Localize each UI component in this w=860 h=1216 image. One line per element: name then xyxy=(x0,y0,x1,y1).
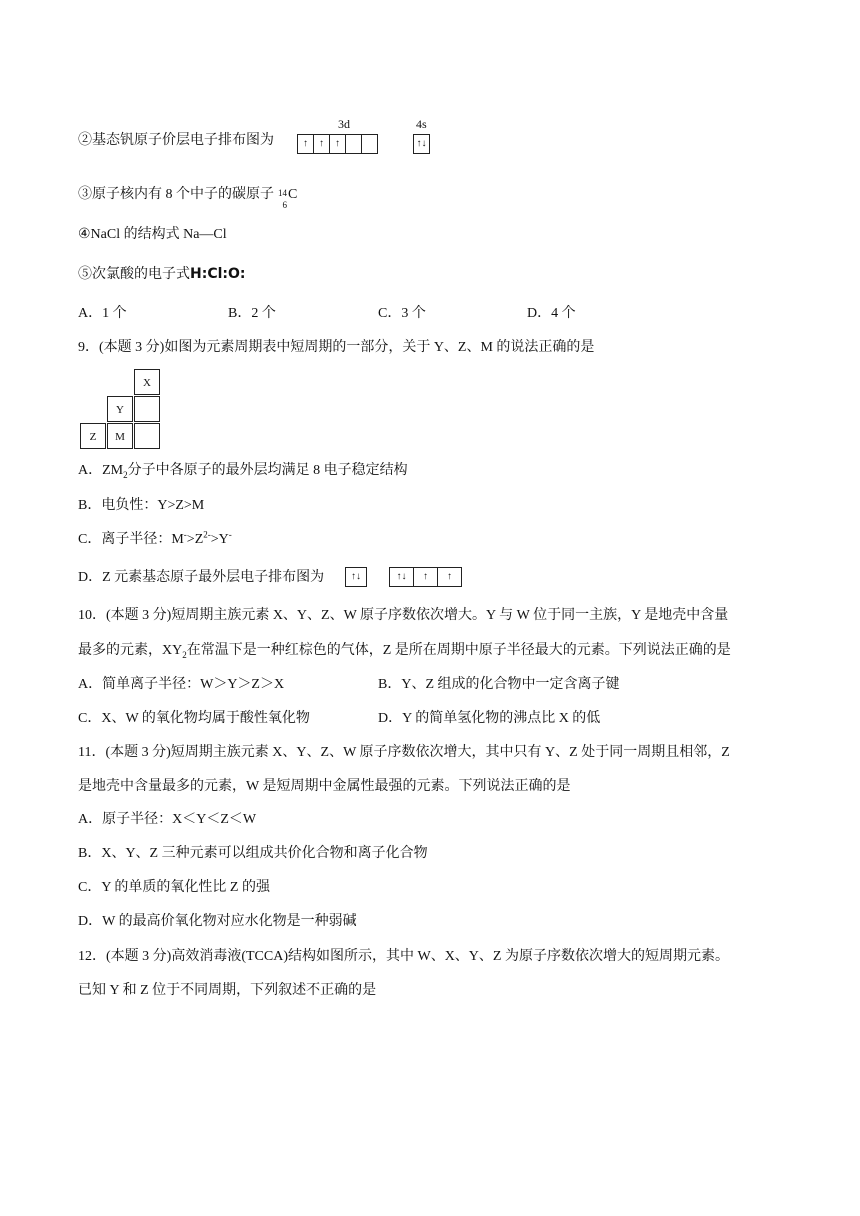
orbital-box: ↑ xyxy=(298,135,314,153)
stem-text: 在常温下是一种红棕色的气体，Z 是所在周期中原子半径最大的元素。下列说法正确的是 xyxy=(186,643,731,658)
orbital-box: ↑ xyxy=(330,135,346,153)
item-3-text: ③原子核内有 8 个中子的碳原子 xyxy=(78,187,274,202)
orbital-box: ↑ xyxy=(314,135,330,153)
item-2-text: ②基态钒原子价层电子排布图为 xyxy=(78,133,274,148)
atomic-number: 6 xyxy=(282,200,287,210)
option-text: 1 个 xyxy=(102,306,127,321)
q8-option-c xyxy=(378,304,426,324)
q10-line-2 xyxy=(78,641,731,661)
option-key: C． xyxy=(378,306,402,321)
item-2 xyxy=(78,131,274,151)
orbital-box: ↑ xyxy=(447,571,452,582)
subscript: 2 xyxy=(182,649,187,660)
option-key: A． xyxy=(78,306,103,321)
cell-m: M xyxy=(107,423,133,449)
option-text: >Y xyxy=(210,532,229,547)
superscript: 2- xyxy=(203,529,211,540)
option-key: D． xyxy=(527,306,552,321)
cell-empty xyxy=(134,423,160,449)
mass-number: 14 xyxy=(278,188,287,198)
isotope-symbol: C xyxy=(288,187,298,202)
orbital-box: ↑↓ xyxy=(351,571,361,582)
cell-z: Z xyxy=(80,423,106,449)
item-5-text: ⑤次氯酸的电子式 xyxy=(78,267,190,282)
option-text: A．ZM xyxy=(78,463,124,478)
option-text: >Z xyxy=(186,532,204,547)
q10-option-d: D．Y 的简单氢化物的沸点比 X 的低 xyxy=(378,711,601,726)
q10-option-b: B．Y、Z 组成的化合物中一定含离子键 xyxy=(378,677,620,692)
orbital-3s xyxy=(345,567,367,587)
periodic-table-fragment xyxy=(80,369,162,451)
q10-option-c: C．X、W 的氧化物均属于酸性氧化物 xyxy=(78,711,310,726)
superscript: - xyxy=(228,529,232,540)
orbital-box: ↑↓ xyxy=(390,568,414,586)
option-text: C．离子半径：M xyxy=(78,532,184,547)
orbital-3d xyxy=(297,134,378,154)
q12-line-2: 已知 Y 和 Z 位于不同周期，下列叙述不正确的是 xyxy=(78,983,377,998)
option-text: 2 个 xyxy=(251,306,276,321)
q11-option-d: D．W 的最高价氧化物对应水化物是一种弱碱 xyxy=(78,914,357,929)
q9-stem: 9．(本题 3 分)如图为元素周期表中短周期的一部分，关于 Y、Z、M 的说法正确的是 xyxy=(78,340,595,355)
cell-x: X xyxy=(134,369,160,395)
q10-option-a: A．简单离子半径：W＞Y＞Z＞X xyxy=(78,677,285,692)
item-3 xyxy=(78,185,298,210)
q11-option-b: B．X、Y、Z 三种元素可以组成共价化合物和离子化合物 xyxy=(78,846,428,861)
cell-y: Y xyxy=(107,396,133,422)
q8-option-d xyxy=(527,304,576,324)
q8-option-a xyxy=(78,304,127,324)
option-text: 4 个 xyxy=(551,306,576,321)
subscript: 2 xyxy=(123,469,128,480)
cell-empty xyxy=(134,396,160,422)
q9-option-b: B．电负性：Y>Z>M xyxy=(78,498,205,513)
q11-line-2: 是地壳中含量最多的元素，W 是短周期中金属性最强的元素。下列说法正确的是 xyxy=(78,779,571,794)
item-4 xyxy=(78,225,227,245)
orbital-box xyxy=(346,135,362,153)
label-4s: 4s xyxy=(416,117,427,131)
orbital-4s xyxy=(413,134,430,154)
orbital-box: ↑↓ xyxy=(416,138,427,149)
item-5 xyxy=(78,264,246,285)
q11-option-a: A．原子半径：X＜Y＜Z＜W xyxy=(78,812,257,827)
stem-text: 最多的元素，XY xyxy=(78,643,183,658)
q9-option-a xyxy=(78,461,408,481)
orbital-box xyxy=(362,135,377,153)
q8-option-b xyxy=(228,304,276,324)
option-key: B． xyxy=(228,306,252,321)
item-4-text: ④NaCl 的结构式 Na—Cl xyxy=(78,227,227,242)
q9-option-c xyxy=(78,530,232,550)
q11-line-1: 11．(本题 3 分)短周期主族元素 X、Y、Z、W 原子序数依次增大，其中只有 Y、Z 处于同一周期且相邻，Z xyxy=(78,745,730,760)
label-3d: 3d xyxy=(338,117,350,131)
superscript: - xyxy=(183,529,187,540)
q11-option-c: C．Y 的单质的氧化性比 Z 的强 xyxy=(78,880,270,895)
orbital-box: ↑ xyxy=(414,568,438,586)
q10-line-1: 10．(本题 3 分)短周期主族元素 X、Y、Z、W 原子序数依次增大。Y 与 W 位于同一主族，Y 是地壳中含量 xyxy=(78,608,729,623)
option-text: 分子中各原子的最外层均满足 8 电子稳定结构 xyxy=(127,463,408,478)
electron-formula: H:Cl:O: xyxy=(190,266,246,282)
q9-option-d: D．Z 元素基态原子最外层电子排布图为 xyxy=(78,570,325,585)
option-text: 3 个 xyxy=(401,306,426,321)
orbital-3p xyxy=(389,567,462,587)
isotope-notation xyxy=(274,185,288,210)
q12-line-1: 12．(本题 3 分)高效消毒液(TCCA)结构如图所示，其中 W、X、Y、Z 为原子序数依次增大的短周期元素。 xyxy=(78,949,729,964)
